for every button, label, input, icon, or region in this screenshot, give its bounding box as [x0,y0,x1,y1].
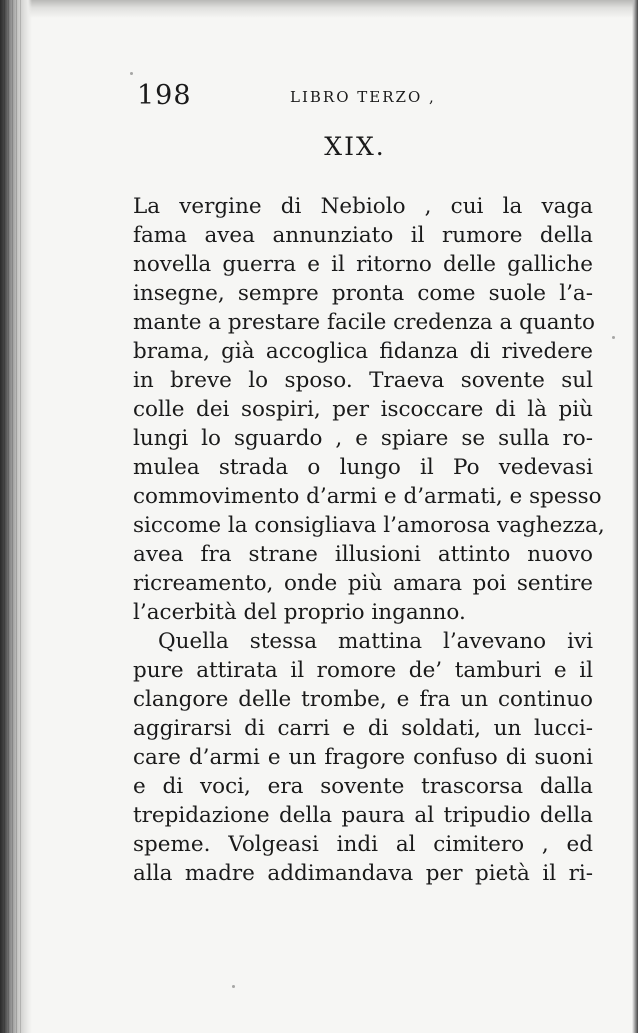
body-text [133,192,605,888]
text-line: lungi lo sguardo , e spiare se sulla ro- [133,426,593,451]
text-line: speme. Volgeasi indi al cimitero , ed [133,832,593,857]
text-line: insegne, sempre pronta come suole l’a- [133,281,593,306]
text-line: commovimento d’armi e d’armati, e spesso [133,484,602,509]
text-line: Quella stessa mattina l’avevano ivi [158,629,593,654]
text-line: care d’armi e un fragore confuso di suoni [133,745,593,770]
paper-speck [232,985,235,988]
chapter-number: XIX. [324,132,386,161]
text-line: aggirarsi di carri e di soldati, un lucci- [133,716,593,741]
page-number: 198 [137,80,192,111]
text-line: mante a prestare facile credenza a quanto [133,310,595,335]
text-line: novella guerra e il ritorno delle galliche [133,252,593,277]
running-head: LIBRO TERZO , [290,88,436,106]
text-line: l’acerbità del proprio inganno. [133,600,466,625]
text-line: fama avea annunziato il rumore della [133,223,593,248]
text-line: avea fra strane illusioni attinto nuovo [133,542,593,567]
text-line: siccome la consigliava l’amorosa vaghezza, [133,513,605,538]
text-line: mulea strada o lungo il Po vedevasi [133,455,593,480]
paper-speck [612,336,615,339]
text-line: colle dei sospiri, per iscoccare di là più [133,397,593,422]
text-line: clangore delle trombe, e fra un continuo [133,687,593,712]
text-line: trepidazione della paura al tripudio della [133,803,593,828]
page-top-edge [0,0,638,18]
text-line: e di voci, era sovente trascorsa dalla [133,774,593,799]
paper-speck [130,72,133,75]
text-line: in breve lo sposo. Traeva sovente sul [133,368,593,393]
text-line: ricreamento, onde più amara poi sentire [133,571,593,596]
text-line: pure attirata il romore de’ tamburi e il [133,658,593,683]
text-line: alla madre addimandava per pietà il ri- [133,861,593,886]
text-line: La vergine di Nebiolo , cui la vaga [133,194,593,219]
text-line: brama, già accoglica fidanza di rivedere [133,339,593,364]
